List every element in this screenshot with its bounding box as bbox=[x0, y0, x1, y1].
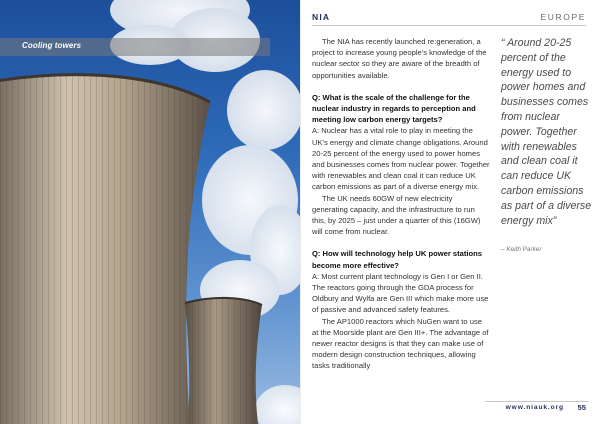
header-divider bbox=[312, 25, 586, 26]
large-cooling-tower bbox=[0, 75, 210, 424]
small-cooling-tower bbox=[185, 298, 262, 424]
pull-quote: “ Around 20-25 percent of the energy used to power homes and businesses comes from nuclear power. Together with renewables and clean coal it can reduce UK carbon emissions as part of a diverse energy mix” bbox=[501, 37, 592, 227]
answer-1-continued: The UK needs 60GW of new electricity generating capacity, and the infrastructure to run this, by 2025 – just under a quarter of this (16GW) will come from nuclear. bbox=[312, 193, 481, 237]
question-1: Q: What is the scale of the challenge for the nuclear industry in regards to perception and meeting low carbon energy targets? bbox=[312, 92, 476, 125]
intro-paragraph: The NIA has recently launched re:generation, a project to increase young people's knowledge of the nuclear sector so they are aware of the breadth of opportunities available. bbox=[312, 37, 487, 80]
pull-quote-author: – Keith Parker bbox=[501, 246, 542, 253]
photo-caption: Cooling towers bbox=[22, 41, 82, 50]
article-page bbox=[300, 0, 600, 424]
footer-url[interactable]: www.niauk.org bbox=[505, 404, 564, 411]
section-label: NIA bbox=[312, 12, 331, 22]
answer-1: A: Nuclear has a vital role to play in meeting the UK's energy and climate change obligations. Around 20-25 percent of the energy used to power homes and businesses comes from nuclear power. Together with renewables and clean coal it can reduce UK carbon emissions as part of a diverse energy mix. bbox=[312, 126, 490, 192]
region-label: EUROPE bbox=[540, 12, 586, 22]
article-body bbox=[312, 36, 490, 372]
page-number: 55 bbox=[577, 403, 586, 412]
answer-2-continued: The AP1000 reactors which NuGen want to use at the Moorside plant are Gen III+. The advantage of newer reactor designs is that they can make use of modern design construction techniques, allowing tasks traditionally bbox=[312, 316, 489, 371]
answer-2: A: Most current plant technology is Gen I or Gen II. The reactors going through the GDA process for Oldbury and Wylfa are Gen III which make more use of passive and advanced safety features. bbox=[312, 271, 489, 315]
footer-divider bbox=[485, 401, 588, 402]
question-2: Q: How will technology help UK power stations become more effective? bbox=[312, 249, 483, 270]
